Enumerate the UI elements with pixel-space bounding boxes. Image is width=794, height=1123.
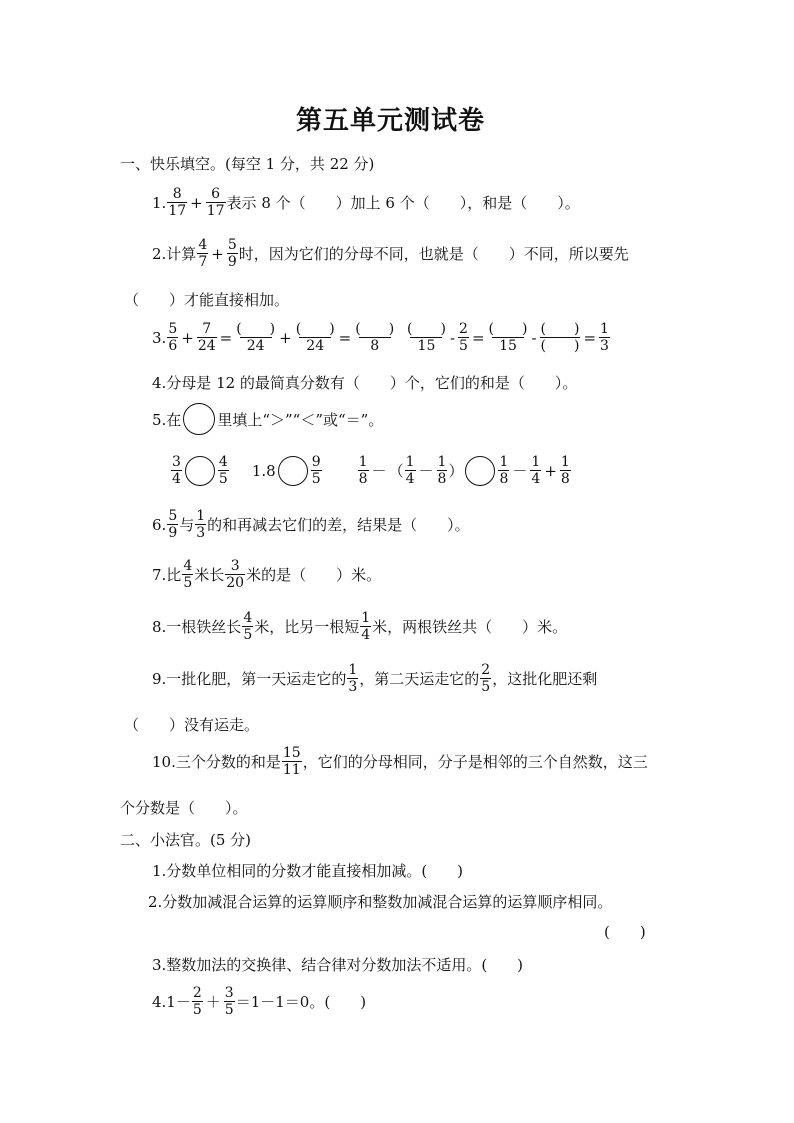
q2-text: 时，因为它们的分母不同，也就是（ ）不同，所以要先 [238,245,629,263]
q1-fraction-1: $\frac{8}{17}$ [168,186,187,219]
plus-sign: + [190,193,203,212]
judge-4: 4.1－ $\frac{2}{5}$ ＋ $\frac{3}{5}$ ＝1－1＝0。( ) [152,985,367,1018]
judge-3: 3.整数加法的交换律、结合律对分数加法不适用。( ) [152,956,524,974]
plus-sign: + [211,244,224,263]
blank-fraction[interactable]: $\frac{( )}{15}$ [407,321,446,354]
judge-2-answer-paren[interactable]: ( ) [604,923,646,941]
circle-icon [183,403,215,435]
section-1-heading: 一、快乐填空。(每空 1 分，共 22 分) [120,155,375,173]
judge-2: 2.分数加减混合运算的运算顺序和整数加减混合运算的运算顺序相同。 [148,893,613,911]
page-title: 第五单元测试卷 [296,106,486,136]
judge-1: 1.分数单位相同的分数才能直接相加减。( ) [152,862,464,880]
q9-line-2: （ ）没有运走。 [124,716,260,734]
question-3b: $\frac{( )}{15}$ - $\frac{2}{5}$ = $\frac{( )}{15}$ - $\frac{( )}{( )}$ = $\frac{1}{3}$ [407,321,609,354]
q5-comparisons: $\frac{3}{4}$ $\frac{4}{5}$ 1.8 $\frac{9}{5}$ $\frac{1}{8}$ － （ $\frac{1}{4}$ － $\frac{1}{8}$ ） $\frac{1}{8}$ － $\frac{1}{4}$ + $\frac{1}{8}$ [172,454,570,487]
question-1 [152,186,580,219]
blank-fraction[interactable]: $\frac{( )}{15}$ [488,321,528,354]
q2-number: 2.计算 [152,245,197,263]
question-5 [152,403,383,435]
question-4: 4.分母是 12 的最简真分数有（ ）个，它们的和是（ ）。 [152,374,578,392]
question-8: 8.一根铁丝长 $\frac{4}{5}$ 米，比另一根短 $\frac{1}{4}$ 米，两根铁丝共（ ）米。 [152,610,568,643]
blank-fraction[interactable]: $\frac{( )}{24}$ [295,321,335,354]
blank-fraction[interactable]: $\frac{( )}{8}$ [355,321,395,354]
blank-fraction[interactable]: $\frac{( )}{( )}$ [540,321,580,354]
q2-line-2: （ ）才能直接相加。 [124,291,290,309]
q1-fraction-2: $\frac{6}{17}$ [206,186,225,219]
compare-circle[interactable] [185,456,215,486]
compare-circle[interactable] [465,456,495,486]
q1-text: 表示 8 个（ ）加上 6 个（ ），和是（ ）。 [226,194,580,212]
q5-prefix: 5.在 [152,410,182,429]
q5-text: 里填上“＞”“＜”或“＝”。 [217,410,384,429]
compare-circle[interactable] [278,456,308,486]
blank-fraction[interactable]: $\frac{( )}{24}$ [236,321,276,354]
question-6: 6. $\frac{5}{9}$ 与 $\frac{1}{3}$ 的和再减去它们的差，结果是（ ）。 [152,508,470,541]
question-3a: 3. $\frac{5}{6}$ + $\frac{7}{24}$ = $\frac{( )}{24}$ + $\frac{( )}{24}$ = $\frac{( )}{8}$ [152,321,395,354]
q3-number: 3. [152,328,167,347]
question-7: 7.比 $\frac{4}{5}$ 米长 $\frac{3}{20}$ 米的是（ ）米。 [152,558,382,591]
section-2-heading: 二、小法官。(5 分) [120,831,252,849]
q1-number: 1. [152,193,167,212]
question-2 [152,237,629,270]
q2-fraction-1: $\frac{4}{7}$ [198,237,208,270]
q10-line-2: 个分数是（ ）。 [120,799,248,817]
question-9: 9.一批化肥，第一天运走它的 $\frac{1}{3}$ ，第二天运走它的 $\frac{2}{5}$ ，这批化肥还剩 [152,662,598,695]
q2-fraction-2: $\frac{5}{9}$ [227,237,237,270]
question-10: 10.三个分数的和是 $\frac{15}{11}$ ，它们的分母相同，分子是相邻的三个自然数，这三 [152,745,648,778]
